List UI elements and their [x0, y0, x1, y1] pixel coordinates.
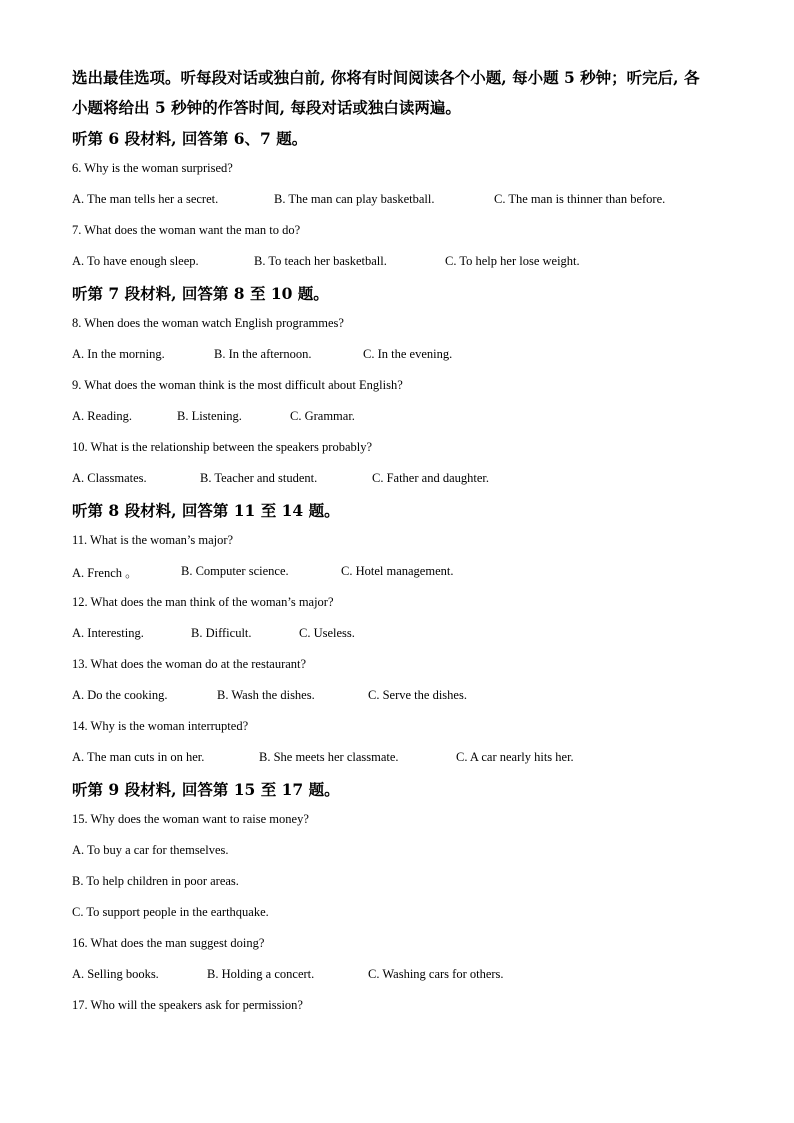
answer-option: A. The man cuts in on her.	[72, 750, 205, 764]
answer-option: C. Grammar.	[290, 409, 355, 423]
answer-option: C. Washing cars for others.	[368, 967, 504, 981]
section-heading: 听第 7 段材料, 回答第 8 至 10 题。	[72, 283, 329, 303]
answer-option: A. Selling books.	[72, 967, 159, 981]
answer-option: B. In the afternoon.	[214, 347, 312, 361]
answer-option: A. In the morning.	[72, 347, 165, 361]
answer-option: B. Wash the dishes.	[217, 688, 315, 702]
section-heading: 听第 6 段材料, 回答第 6、7 题。	[72, 128, 308, 148]
question-text: 14. Why is the woman interrupted?	[72, 719, 249, 733]
answer-option: A. The man tells her a secret.	[72, 192, 219, 206]
question-text: B. To help children in poor areas.	[72, 874, 239, 888]
section-heading: 听第 9 段材料, 回答第 15 至 17 题。	[72, 779, 340, 799]
question-text: 9. What does the woman think is the most difficult about English?	[72, 378, 403, 392]
answer-option: C. In the evening.	[363, 347, 453, 361]
answer-options	[72, 246, 732, 277]
question-text: 11. What is the woman’s major?	[72, 533, 234, 547]
answer-options	[72, 618, 732, 649]
answer-option: C. Serve the dishes.	[368, 688, 467, 702]
question-text: 15. Why does the woman want to raise money?	[72, 812, 309, 826]
question-text: A. To buy a car for themselves.	[72, 843, 229, 857]
instruction-text: 选出最佳选项。听每段对话或独白前, 你将有时间阅读各个小题, 每小题 5 秒钟；听完后, 各	[72, 68, 700, 87]
question-text: 7. What does the woman want the man to do?	[72, 223, 301, 237]
answer-option: C. A car nearly hits her.	[456, 750, 574, 764]
question-text: 6. Why is the woman surprised?	[72, 161, 233, 175]
answer-option: C. The man is thinner than before.	[494, 192, 666, 206]
answer-options	[72, 959, 732, 990]
answer-option: C. Hotel management.	[341, 564, 454, 578]
answer-options	[72, 401, 732, 432]
answer-option: B. She meets her classmate.	[259, 750, 399, 764]
question-text: 10. What is the relationship between the speakers probably?	[72, 440, 373, 454]
answer-option: A. Reading.	[72, 409, 133, 423]
question-text: 17. Who will the speakers ask for permission?	[72, 998, 303, 1012]
answer-option: B. Listening.	[177, 409, 242, 423]
answer-option: A. French 。	[72, 565, 138, 580]
answer-option: B. Teacher and student.	[200, 471, 318, 485]
section-heading: 听第 8 段材料, 回答第 11 至 14 题。	[72, 500, 340, 520]
answer-option: B. Computer science.	[181, 564, 289, 578]
instruction-text: 小题将给出 5 秒钟的作答时间, 每段对话或独白读两遍。	[72, 98, 461, 117]
answer-option: A. Interesting.	[72, 626, 144, 640]
question-text: 16. What does the man suggest doing?	[72, 936, 265, 950]
answer-options	[72, 742, 732, 773]
answer-option: C. Useless.	[299, 626, 355, 640]
answer-option: C. To help her lose weight.	[445, 254, 580, 268]
question-text: 8. When does the woman watch English programmes?	[72, 316, 344, 330]
question-text: 12. What does the man think of the woman’s major?	[72, 595, 334, 609]
answer-options	[72, 184, 732, 215]
question-text: C. To support people in the earthquake.	[72, 905, 269, 919]
answer-option: B. To teach her basketball.	[254, 254, 387, 268]
answer-option: C. Father and daughter.	[372, 471, 489, 485]
answer-options	[72, 680, 732, 711]
answer-option: B. Holding a concert.	[207, 967, 315, 981]
answer-option: A. To have enough sleep.	[72, 254, 199, 268]
answer-options	[72, 463, 732, 494]
answer-option: B. Difficult.	[191, 626, 252, 640]
exam-page	[72, 62, 732, 1021]
answer-option: A. Do the cooking.	[72, 688, 168, 702]
answer-option: B. The man can play basketball.	[274, 192, 435, 206]
question-text: 13. What does the woman do at the restaurant?	[72, 657, 307, 671]
answer-options	[72, 556, 732, 587]
answer-option: A. Classmates.	[72, 471, 147, 485]
answer-options	[72, 339, 732, 370]
